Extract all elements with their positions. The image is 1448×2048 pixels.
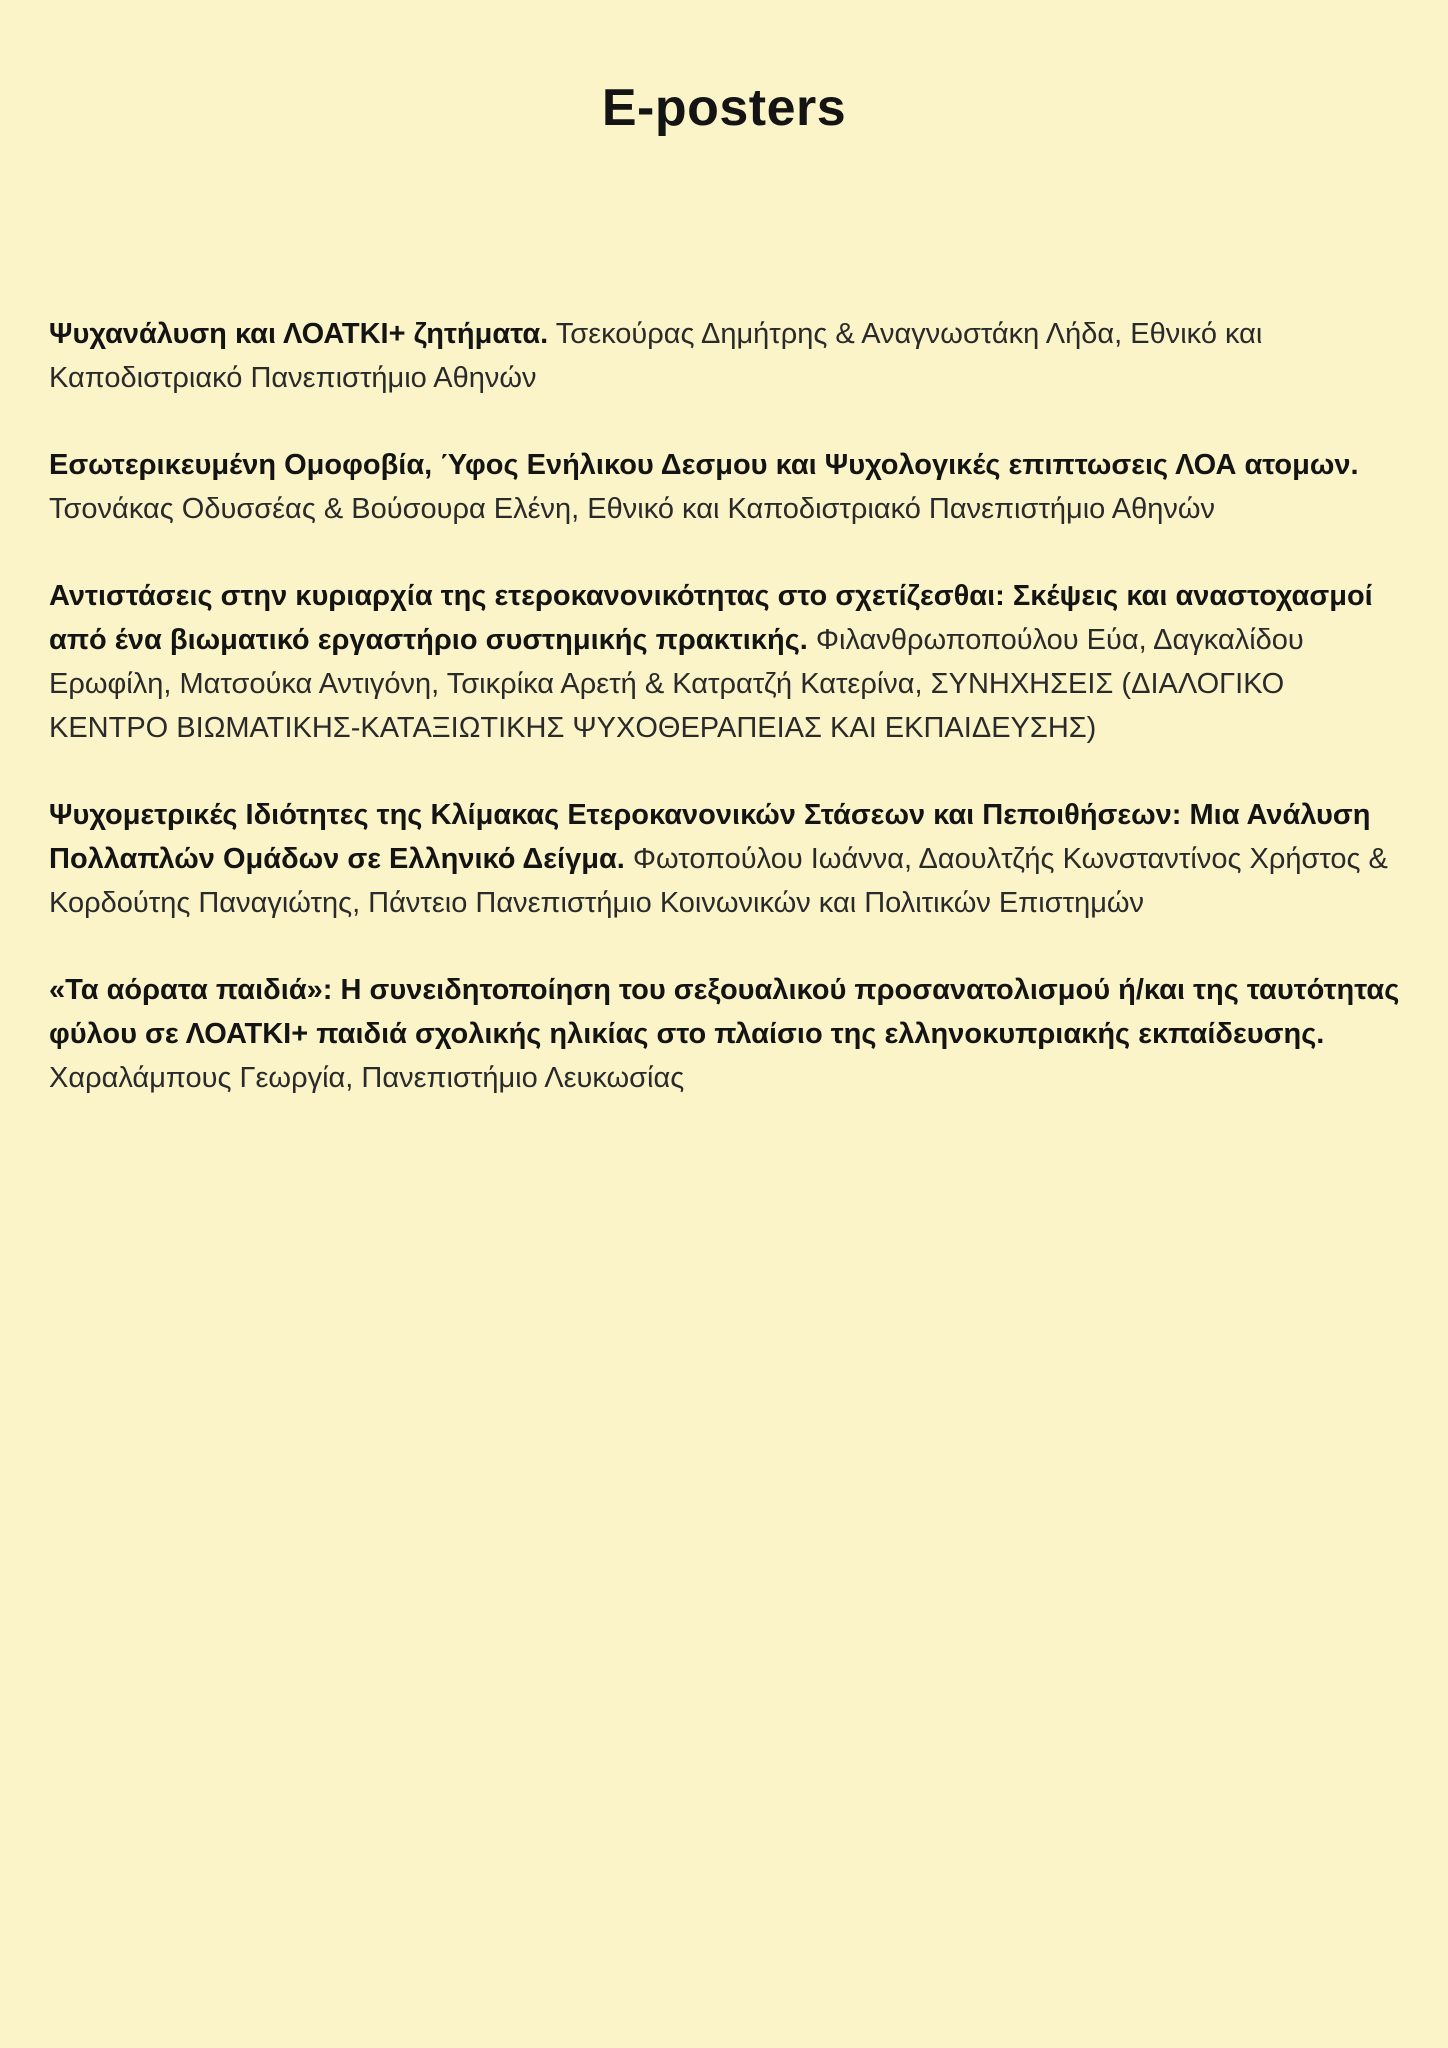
poster-authors: Φωτοπούλου Ιωάννα, Δαουλτζής Κωνσταντίνος Χρήστος & Κορδούτης Παναγιώτης, Πάντειο Πανεπιστήμιο Κοινωνικών και Πολιτικών Επιστημών bbox=[49, 843, 1388, 919]
poster-authors: Φιλανθρωποπούλου Εύα, Δαγκαλίδου Ερωφίλη, Ματσούκα Αντιγόνη, Τσικρίκα Αρετή & Κατρατζή Κατερίνα, ΣΥΝΗΧΗΣΕΙΣ (ΔΙΑΛΟΓΙΚΟ ΚΕΝΤΡΟ ΒΙΩΜΑΤΙΚΗΣ-ΚΑΤΑΞΙΩΤΙΚΗΣ ΨΥΧΟΘΕΡΑΠΕΙΑΣ ΚΑΙ ΕΚΠΑΙΔΕΥΣΗΣ) bbox=[49, 624, 1304, 744]
poster-title: Αντιστάσεις στην κυριαρχία της ετεροκανονικότητας στο σχετίζεσθαι: Σκέψεις και αναστοχασμοί από ένα βιωματικό εργαστήριο συστημικής πρακτικής. bbox=[49, 580, 1373, 656]
poster-entry bbox=[49, 443, 1404, 531]
poster-title: Ψυχανάλυση και ΛΟΑΤΚΙ+ ζητήματα. bbox=[49, 318, 549, 350]
poster-entry bbox=[49, 968, 1404, 1100]
poster-title: Εσωτερικευμένη Ομοφοβία, Ύφος Ενήλικου Δεσμου και Ψυχολογικές επιπτωσεις ΛΟΑ ατομων. bbox=[49, 449, 1359, 481]
poster-list bbox=[49, 312, 1404, 1143]
poster-entry bbox=[49, 574, 1404, 750]
poster-authors: Χαραλάμπους Γεωργία, Πανεπιστήμιο Λευκωσίας bbox=[49, 1062, 685, 1094]
poster-entry bbox=[49, 793, 1404, 925]
poster-authors: Τσεκούρας Δημήτρης & Αναγνωστάκη Λήδα, Εθνικό και Καποδιστριακό Πανεπιστήμιο Αθηνών bbox=[49, 318, 1263, 394]
poster-title: «Τα αόρατα παιδιά»: Η συνειδητοποίηση του σεξουαλικού προσανατολισμού ή/και της ταυτότητας φύλου σε ΛΟΑΤΚΙ+ παιδιά σχολικής ηλικίας στο πλαίσιο της ελληνοκυπριακής εκπαίδευσης. bbox=[49, 974, 1400, 1050]
poster-entry bbox=[49, 312, 1404, 400]
poster-title: Ψυχομετρικές Ιδιότητες της Κλίμακας Ετεροκανονικών Στάσεων και Πεποιθήσεων: Μια Ανάλυση Πολλαπλών Ομάδων σε Ελληνικό Δείγμα. bbox=[49, 799, 1371, 875]
poster-authors: Τσονάκας Οδυσσέας & Βούσουρα Ελένη, Εθνικό και Καποδιστριακό Πανεπιστήμιο Αθηνών bbox=[49, 493, 1215, 525]
page-title: E-posters bbox=[601, 79, 847, 137]
